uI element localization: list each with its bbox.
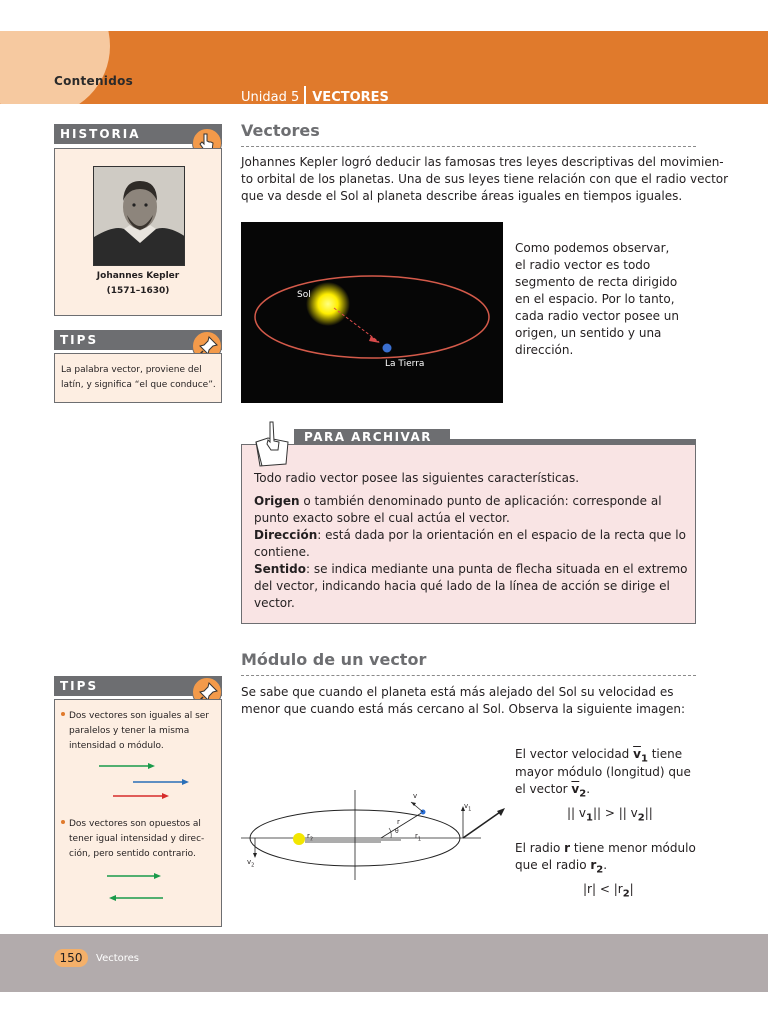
observe-line: el radio vector es todo xyxy=(515,258,651,272)
v1-symbol: $\overline{v}$ xyxy=(633,747,641,761)
v2-symbol: $\overline{v}$ xyxy=(571,782,580,796)
formula-sub: 2 xyxy=(622,888,630,900)
direccion-term: Dirección xyxy=(254,528,318,542)
fig-label-v2 xyxy=(247,858,254,868)
observe-line: dirección. xyxy=(515,343,574,357)
fig-label-r2 xyxy=(307,832,313,842)
unit-title xyxy=(241,86,389,105)
intro-line: que va desde el Sol al planeta describe áreas iguales en tiempos iguales. xyxy=(241,189,683,203)
sentido-text: : se indica mediante una punta de flecha situada en el extremo xyxy=(306,562,688,576)
fig-v2-sym: v xyxy=(247,858,252,866)
orbit-figure xyxy=(241,222,503,403)
equal-vectors-diagram xyxy=(95,758,215,802)
tip-line: Dos vectores son iguales al ser xyxy=(69,711,210,721)
intro-line: Johannes Kepler logró deducir las famosas tres leyes descriptivas del movimien- xyxy=(241,155,724,169)
historia-box xyxy=(54,148,222,316)
tips-box xyxy=(54,353,222,403)
fig-v1-sym: v xyxy=(464,802,469,810)
header-decor-circle xyxy=(0,31,110,104)
velocity-text: tiene xyxy=(647,747,683,761)
heading-divider xyxy=(241,146,696,147)
sentido-term: Sentido xyxy=(254,562,307,576)
fig-v2-sub: 2 xyxy=(251,862,255,869)
unit-separator xyxy=(304,86,306,104)
modulo-intro-line: Se sabe que cuando el planeta está más alejado del Sol su velocidad es xyxy=(241,685,674,699)
tip-line: tener igual intensidad y direc- xyxy=(69,834,205,844)
tip-line: Dos vectores son opuestos al xyxy=(69,819,201,829)
observe-line: segmento de recta dirigido xyxy=(515,275,678,289)
direccion-line xyxy=(254,527,686,544)
velocity-text-line xyxy=(515,781,590,802)
radius-text: tiene menor módulo xyxy=(570,841,696,855)
tip-line: ción, pero sentido contrario. xyxy=(69,849,196,859)
section-heading: Módulo de un vector xyxy=(241,650,427,669)
radius-text: que el radio xyxy=(515,858,591,872)
radius-symbol: r xyxy=(564,841,571,855)
formula-part: |r| < |r xyxy=(583,882,623,896)
radius-symbol: r xyxy=(590,858,597,872)
formula-part: || v xyxy=(567,806,587,820)
heading-divider xyxy=(241,675,696,676)
velocity-formula xyxy=(567,806,653,823)
origen-line: punto exacto sobre el cual actúa el vector. xyxy=(254,511,510,525)
tips-title-text: TIPS xyxy=(60,333,99,347)
unit-topic: VECTORES xyxy=(312,90,389,105)
radius-text: El radio xyxy=(515,841,565,855)
velocity-text-line: mayor módulo (longitud) que xyxy=(515,765,691,779)
section-heading: Vectores xyxy=(241,121,320,140)
fig-label-theta: θ xyxy=(395,828,399,835)
portrait-name: Johannes Kepler xyxy=(96,271,180,281)
portrait-years: (1571–1630) xyxy=(106,286,170,296)
page-number: 150 xyxy=(54,949,88,967)
velocity-figure xyxy=(241,782,511,882)
velocity-text: El vector velocidad xyxy=(515,747,634,761)
sentido-line xyxy=(254,561,688,578)
folder-hand-icon xyxy=(252,420,292,468)
fig-r2-sym: r xyxy=(307,832,310,840)
radius-text-line xyxy=(515,840,696,857)
archive-intro: Todo radio vector posee las siguientes características. xyxy=(254,471,580,485)
footer-label: Vectores xyxy=(96,953,140,964)
v1-sub: 1 xyxy=(640,753,648,765)
fig-label-r: r xyxy=(397,818,400,826)
origen-line xyxy=(254,493,684,510)
radius-sub: 2 xyxy=(596,864,604,876)
archive-box xyxy=(241,444,696,624)
kepler-portrait xyxy=(93,166,185,266)
fig-label-v: v xyxy=(413,792,418,800)
observe-line: cada radio vector posee un xyxy=(515,309,680,323)
formula-part: || > || v xyxy=(592,806,638,820)
modulo-intro-line: menor que cuando está más cercano al Sol. Observa la siguiente imagen: xyxy=(241,702,685,716)
observe-line: en el espacio. Por lo tanto, xyxy=(515,292,675,306)
earth-label: La Tierra xyxy=(385,359,425,369)
velocity-text: . xyxy=(586,782,591,796)
sentido-line: vector. xyxy=(254,596,295,610)
archive-title-text: PARA ARCHIVAR xyxy=(304,430,433,444)
sun-label: Sol xyxy=(297,290,311,300)
direccion-text: : está dada por la orientación en el espacio de la recta que lo xyxy=(317,528,686,542)
section-label: Contenidos xyxy=(54,74,134,88)
tip-line: La palabra vector, proviene del xyxy=(61,365,202,375)
tips-title-text: TIPS xyxy=(60,679,99,693)
fig-r2-sub: 2 xyxy=(309,836,314,843)
radius-text-line xyxy=(515,857,607,878)
formula-part: | xyxy=(629,882,634,896)
tip-line: latín, y significa “el que conduce”. xyxy=(61,380,216,390)
fig-v1-sub: 1 xyxy=(468,806,472,813)
formula-sub: 2 xyxy=(637,812,645,824)
fig-r1-sym: r xyxy=(415,832,418,840)
bullet-dot xyxy=(61,712,65,716)
tip-line: paralelos y tener la misma xyxy=(69,726,190,736)
unit-label: Unidad 5 xyxy=(241,90,300,105)
direccion-line: contiene. xyxy=(254,545,310,559)
formula-part: || xyxy=(644,806,653,820)
v2-sub: 2 xyxy=(579,788,587,800)
sentido-line: del vector, indicando hacia qué lado de la línea de acción se dirige el xyxy=(254,579,670,593)
fig-label-r1 xyxy=(415,832,421,842)
formula-sub: 1 xyxy=(586,812,593,824)
observe-line: origen, un sentido y una xyxy=(515,326,662,340)
fig-r1-sub: 1 xyxy=(417,836,422,843)
radius-formula xyxy=(583,882,634,899)
origen-text: o también denominado punto de aplicación: corresponde al xyxy=(299,494,662,508)
observe-line: Como podemos observar, xyxy=(515,241,670,255)
radius-text: . xyxy=(603,858,608,872)
historia-title-text: HISTORIA xyxy=(60,127,141,141)
archive-title xyxy=(294,429,450,445)
tip-line: intensidad o módulo. xyxy=(69,741,164,751)
intro-line: to orbital de los planetas. Una de sus leyes tiene relación con que el radio vector xyxy=(241,172,729,186)
fig-label-v1 xyxy=(464,802,471,812)
velocity-text: el vector xyxy=(515,782,572,796)
tips-box xyxy=(54,699,222,927)
origen-term: Origen xyxy=(254,494,300,508)
opposite-vectors-diagram xyxy=(103,868,173,904)
bullet-dot xyxy=(61,820,65,824)
archive-title-rule xyxy=(450,439,696,445)
